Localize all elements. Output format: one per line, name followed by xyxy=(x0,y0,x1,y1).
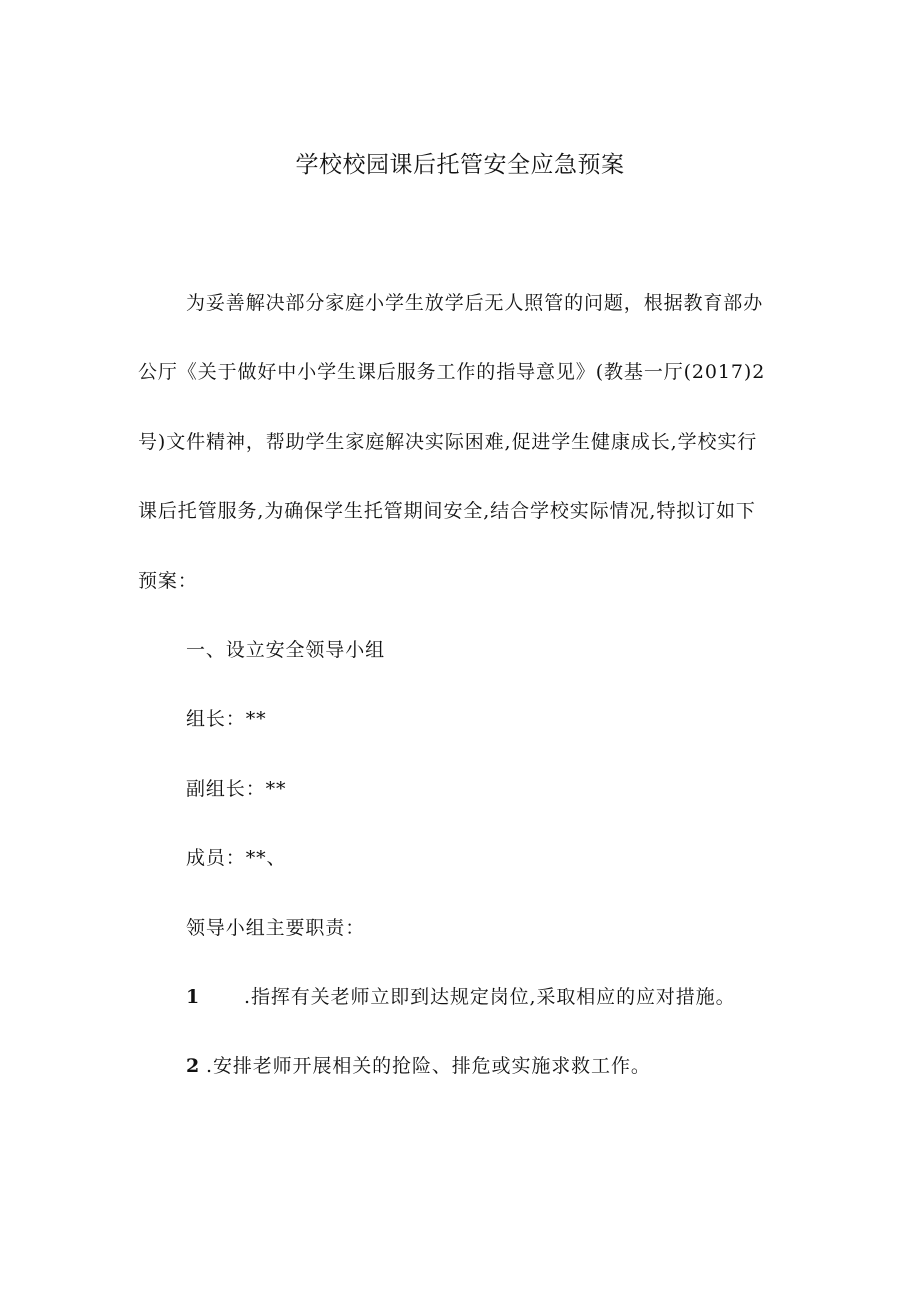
intro-line-2: 公厅《关于做好中小学生课后服务工作的指导意见》(教基一厅(2017)2 xyxy=(138,361,766,383)
leader-line: 组长：** xyxy=(186,708,267,730)
document-title: 学校校园课后托管安全应急预案 xyxy=(295,152,625,178)
duties-heading: 领导小组主要职责： xyxy=(186,917,366,939)
duty-number: 1 xyxy=(186,986,201,1008)
intro-line-3: 号)文件精神，帮助学生家庭解决实际困难,促进学生健康成长,学校实行 xyxy=(138,431,758,453)
duty-text: .指挥有关老师立即到达规定岗位,采取相应的应对措施。 xyxy=(244,986,736,1008)
duty-number: 2 xyxy=(186,1055,201,1077)
duty-item-2 xyxy=(186,1051,826,1078)
intro-line-5: 预案： xyxy=(138,570,198,592)
duty-item-1 xyxy=(186,982,826,1009)
duty-text: .安排老师开展相关的抢险、排危或实施求救工作。 xyxy=(206,1055,651,1077)
intro-line-1: 为妥善解决部分家庭小学生放学后无人照管的问题，根据教育部办 xyxy=(186,292,764,314)
intro-line-4: 课后托管服务,为确保学生托管期间安全,结合学校实际情况,特拟订如下 xyxy=(138,500,756,522)
deputy-leader-line: 副组长：** xyxy=(186,778,287,800)
section-heading: 一、设立安全领导小组 xyxy=(186,639,386,661)
members-line: 成员：**、 xyxy=(186,847,287,869)
